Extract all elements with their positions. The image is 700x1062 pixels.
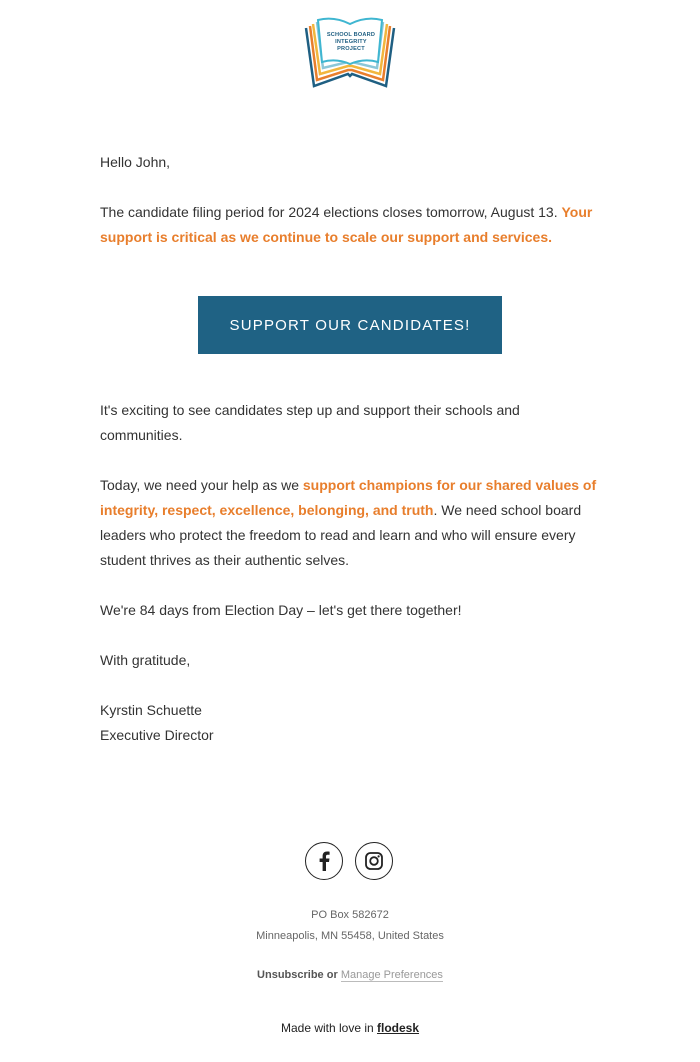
preferences-line: Unsubscribe or Manage Preferences (257, 969, 443, 981)
manage-preferences-link[interactable]: Manage Preferences (340, 969, 443, 981)
signer-title: Executive Director (100, 727, 214, 743)
paragraph-exciting: It's exciting to see candidates step up and support their schools and communities. (100, 402, 520, 443)
email-body-top (100, 150, 605, 250)
paragraph-values: Today, we need your help as we support champions for our shared values of integrity, respect, excellence, belonging, and truth. We need school board leaders who protect the freedom to read and learn and who will ensure every student thrives as their authentic selves. (100, 477, 597, 568)
support-candidates-button[interactable]: SUPPORT OUR CANDIDATES! (198, 296, 502, 354)
instagram-icon (365, 852, 383, 870)
closing: With gratitude, (100, 652, 191, 668)
flodesk-link[interactable]: flodesk (377, 1021, 420, 1035)
values-highlight: support champions for our shared values of integrity, respect, excellence, belonging, and truth (100, 477, 597, 518)
paragraph-election-day: We're 84 days from Election Day – let's get there together! (100, 602, 462, 618)
made-with-line: Made with love in flodesk (280, 1021, 420, 1035)
facebook-link[interactable] (305, 842, 343, 880)
intro-highlight: Your support is critical as we continue to scale our support and services. (100, 204, 593, 245)
logo-text: SCHOOL BOARD INTEGRITY PROJECT (326, 32, 376, 52)
signer-name: Kyrstin Schuette (100, 702, 202, 718)
address-line-1: PO Box 582672 (311, 909, 389, 921)
unsubscribe-link[interactable]: Unsubscribe (257, 969, 324, 981)
greeting: Hello John, (100, 154, 171, 170)
intro-paragraph: The candidate filing period for 2024 elections closes tomorrow, August 13. Your support is critical as we continue to scale our support and services. (100, 204, 593, 245)
address-line-2: Minneapolis, MN 55458, United States (256, 930, 444, 942)
instagram-link[interactable] (355, 842, 393, 880)
facebook-icon (317, 851, 331, 871)
email-body-bottom (100, 398, 605, 748)
